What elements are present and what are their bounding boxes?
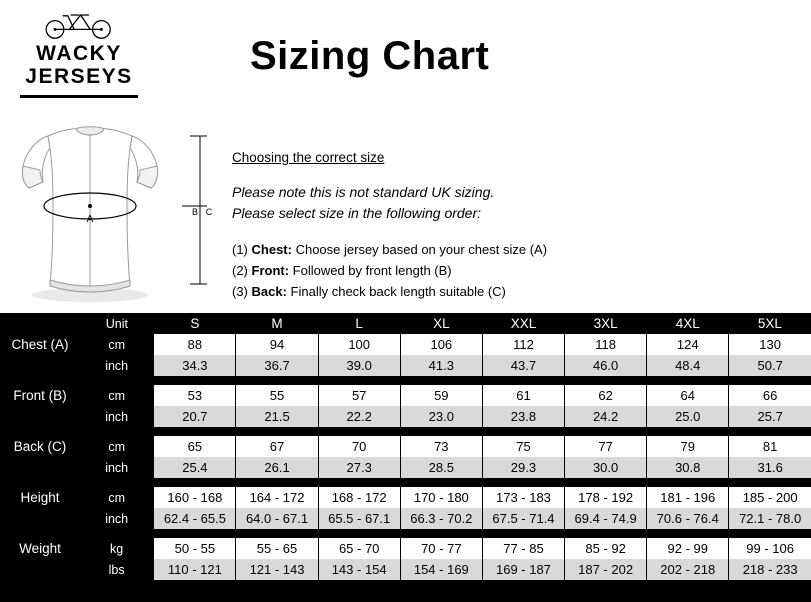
jersey-illustration — [10, 118, 220, 313]
table-row — [0, 334, 811, 355]
row-label-blank — [0, 508, 80, 529]
cell-value: 100 — [318, 334, 400, 355]
instruction-step-2 — [232, 261, 792, 282]
spacer-cell — [0, 427, 811, 436]
table-header-unit: Unit — [105, 316, 129, 331]
cell-value: 124 — [647, 334, 729, 355]
cell-value: 25.0 — [647, 406, 729, 427]
cell-value: 55 - 65 — [236, 538, 318, 559]
instructions-heading: Choosing the correct size — [232, 150, 385, 165]
cell-value: 77 — [565, 436, 647, 457]
row-label-back-c: Back (C) — [13, 439, 67, 454]
row-label-front-b: Front (B) — [13, 388, 67, 403]
instructions-block — [232, 148, 792, 302]
table-row — [0, 538, 811, 559]
table-header-size-xl: XL — [433, 316, 450, 331]
cell-value: 62.4 - 65.5 — [154, 508, 236, 529]
cell-value: 48.4 — [647, 355, 729, 376]
brand-name-line1: WACKY — [36, 42, 122, 65]
table-header-row — [0, 313, 811, 334]
cell-value: 25.4 — [154, 457, 236, 478]
spacer-cell — [0, 376, 811, 385]
cell-value: 88 — [154, 334, 236, 355]
row-label-blank — [0, 559, 80, 580]
cell-value: 70 - 77 — [400, 538, 482, 559]
cell-value: 59 — [400, 385, 482, 406]
row-unit-lbs: lbs — [108, 562, 125, 577]
cell-value: 22.2 — [318, 406, 400, 427]
cell-value: 110 - 121 — [154, 559, 236, 580]
sizing-chart-table-wrap — [0, 313, 811, 602]
cell-value: 218 - 233 — [729, 559, 811, 580]
instructions-steps — [232, 240, 792, 302]
cell-value: 92 - 99 — [647, 538, 729, 559]
table-header-size-xxl: XXL — [510, 316, 537, 331]
cell-value: 67.5 - 71.4 — [482, 508, 564, 529]
cell-value: 62 — [565, 385, 647, 406]
cell-value: 178 - 192 — [565, 487, 647, 508]
cell-value: 67 — [236, 436, 318, 457]
cell-value: 121 - 143 — [236, 559, 318, 580]
step-3-number: (3) — [232, 283, 248, 299]
step-1-bold: Chest: — [251, 241, 292, 257]
table-row-spacer — [0, 427, 811, 436]
jersey-diagram — [10, 118, 220, 313]
cell-value: 75 — [482, 436, 564, 457]
cell-value: 81 — [729, 436, 811, 457]
middle-section — [0, 112, 811, 312]
cell-value: 70 — [318, 436, 400, 457]
cell-value: 112 — [482, 334, 564, 355]
table-row-spacer — [0, 376, 811, 385]
cell-value: 65 - 70 — [318, 538, 400, 559]
table-row-spacer — [0, 529, 811, 538]
cell-value: 64.0 - 67.1 — [236, 508, 318, 529]
page-header — [0, 0, 811, 112]
diagram-label-c: C — [205, 207, 213, 217]
brand-logo — [14, 6, 144, 98]
cell-value: 185 - 200 — [729, 487, 811, 508]
row-unit-cm: cm — [108, 439, 125, 454]
row-unit-cm: cm — [108, 388, 125, 403]
table-header-size-5xl: 5XL — [757, 316, 782, 331]
cell-value: 65.5 - 67.1 — [318, 508, 400, 529]
cell-value: 55 — [236, 385, 318, 406]
row-unit-cm: cm — [108, 490, 125, 505]
cell-value: 25.7 — [729, 406, 811, 427]
cell-value: 27.3 — [318, 457, 400, 478]
cell-value: 106 — [400, 334, 482, 355]
cell-value: 28.5 — [400, 457, 482, 478]
cell-value: 202 - 218 — [647, 559, 729, 580]
cell-value: 66 — [729, 385, 811, 406]
cell-value: 99 - 106 — [729, 538, 811, 559]
cell-value: 181 - 196 — [647, 487, 729, 508]
row-label-blank — [0, 406, 80, 427]
cell-value: 39.0 — [318, 355, 400, 376]
cell-value: 21.5 — [236, 406, 318, 427]
cell-value: 34.3 — [154, 355, 236, 376]
cell-value: 30.8 — [647, 457, 729, 478]
step-2-bold: Front: — [251, 262, 290, 278]
cell-value: 70.6 - 76.4 — [647, 508, 729, 529]
row-unit-cm: cm — [108, 337, 125, 352]
table-row — [0, 457, 811, 478]
bicycle-icon — [39, 6, 119, 40]
cell-value: 154 - 169 — [400, 559, 482, 580]
cell-value: 65 — [154, 436, 236, 457]
cell-value: 64 — [647, 385, 729, 406]
cell-value: 23.0 — [400, 406, 482, 427]
cell-value: 29.3 — [482, 457, 564, 478]
row-unit-inch: inch — [105, 409, 129, 424]
row-unit-inch: inch — [105, 511, 129, 526]
step-2-text: Followed by front length (B) — [289, 262, 452, 278]
cell-value: 160 - 168 — [154, 487, 236, 508]
cell-value: 79 — [647, 436, 729, 457]
cell-value: 50 - 55 — [154, 538, 236, 559]
table-row — [0, 436, 811, 457]
cell-value: 169 - 187 — [482, 559, 564, 580]
cell-value: 94 — [236, 334, 318, 355]
cell-value: 168 - 172 — [318, 487, 400, 508]
cell-value: 57 — [318, 385, 400, 406]
cell-value: 50.7 — [729, 355, 811, 376]
cell-value: 31.6 — [729, 457, 811, 478]
row-label-height: Height — [20, 490, 60, 505]
cell-value: 66.3 - 70.2 — [400, 508, 482, 529]
spacer-cell — [0, 478, 811, 487]
table-row — [0, 355, 811, 376]
cell-value: 164 - 172 — [236, 487, 318, 508]
table-row — [0, 385, 811, 406]
instructions-note-line1: Please note this is not standard UK sizing. — [232, 183, 495, 200]
cell-value: 187 - 202 — [565, 559, 647, 580]
step-1-text: Choose jersey based on your chest size (A) — [291, 241, 548, 257]
table-header-size-3xl: 3XL — [593, 316, 618, 331]
diagram-label-a: A — [86, 214, 94, 225]
cell-value: 41.3 — [400, 355, 482, 376]
cell-value: 53 — [154, 385, 236, 406]
table-header-size-s: S — [190, 316, 200, 331]
cell-value: 46.0 — [565, 355, 647, 376]
diagram-label-b: B — [191, 207, 199, 217]
cell-value: 23.8 — [482, 406, 564, 427]
table-header-blank — [0, 313, 80, 334]
cell-value: 72.1 - 78.0 — [729, 508, 811, 529]
cell-value: 36.7 — [236, 355, 318, 376]
row-unit-inch: inch — [105, 358, 129, 373]
cell-value: 173 - 183 — [482, 487, 564, 508]
cell-value: 24.2 — [565, 406, 647, 427]
cell-value: 170 - 180 — [400, 487, 482, 508]
instruction-step-3 — [232, 282, 792, 303]
table-row-spacer — [0, 478, 811, 487]
table-row — [0, 406, 811, 427]
brand-name-line2: JERSEYS — [25, 65, 133, 88]
cell-value: 143 - 154 — [318, 559, 400, 580]
cell-value: 20.7 — [154, 406, 236, 427]
cell-value: 77 - 85 — [482, 538, 564, 559]
cell-value: 30.0 — [565, 457, 647, 478]
table-header-size-m: M — [271, 316, 283, 331]
cell-value: 69.4 - 74.9 — [565, 508, 647, 529]
instructions-note-line2: Please select size in the following order: — [232, 205, 482, 222]
cell-value: 130 — [729, 334, 811, 355]
cell-value: 118 — [565, 334, 647, 355]
brand-divider — [20, 95, 138, 98]
row-label-chest-a: Chest (A) — [11, 337, 69, 352]
spacer-cell — [0, 529, 811, 538]
cell-value: 85 - 92 — [565, 538, 647, 559]
row-label-blank — [0, 355, 80, 376]
table-row — [0, 487, 811, 508]
table-row — [0, 508, 811, 529]
step-2-number: (2) — [232, 262, 248, 278]
instruction-step-1 — [232, 240, 792, 261]
row-label-weight: Weight — [19, 541, 61, 556]
table-header-size-4xl: 4XL — [675, 316, 700, 331]
step-1-number: (1) — [232, 241, 248, 257]
sizing-chart-table — [0, 313, 811, 580]
page-title: Sizing Chart — [250, 34, 490, 78]
table-row — [0, 559, 811, 580]
cell-value: 43.7 — [482, 355, 564, 376]
cell-value: 26.1 — [236, 457, 318, 478]
cell-value: 73 — [400, 436, 482, 457]
step-3-bold: Back: — [251, 283, 287, 299]
step-3-text: Finally check back length suitable (C) — [286, 283, 506, 299]
row-label-blank — [0, 457, 80, 478]
row-unit-kg: kg — [110, 541, 124, 556]
table-header-size-l: L — [355, 316, 363, 331]
cell-value: 61 — [482, 385, 564, 406]
row-unit-inch: inch — [105, 460, 129, 475]
